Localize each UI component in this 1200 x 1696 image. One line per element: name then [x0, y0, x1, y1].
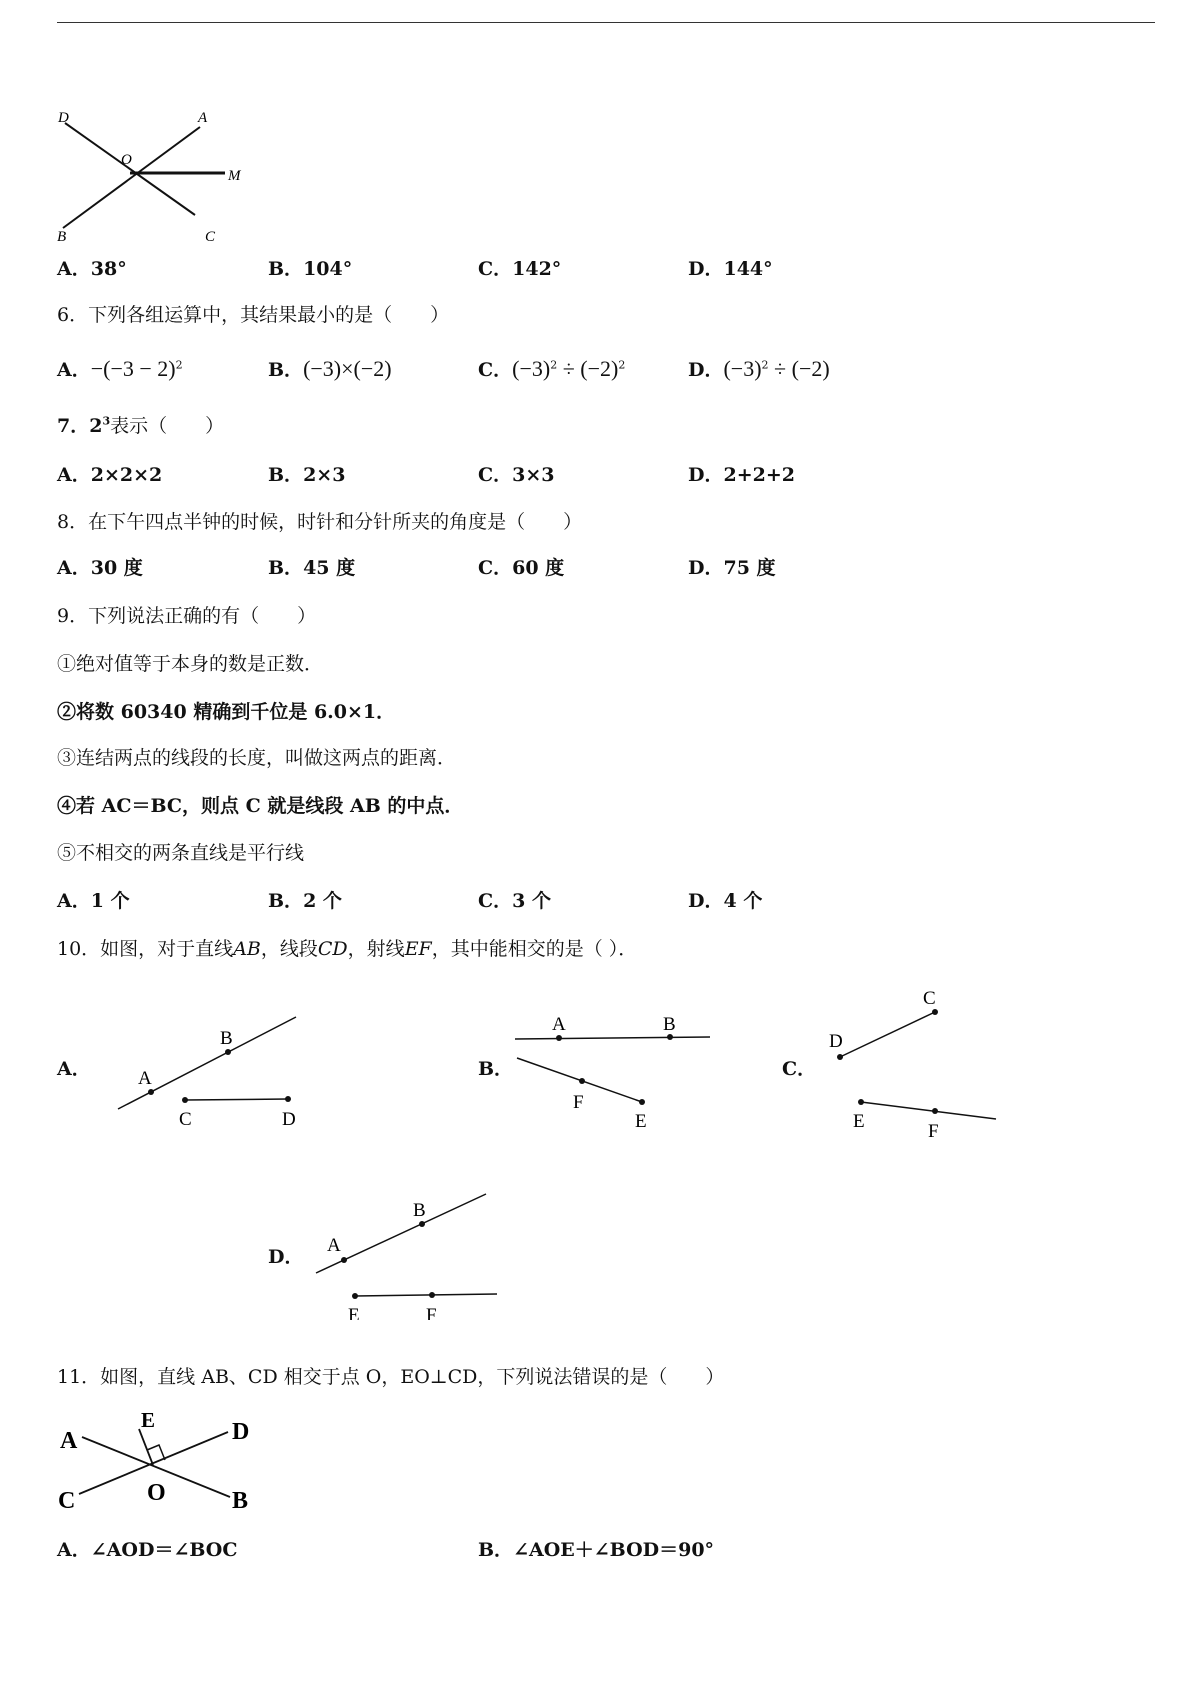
q9-statement-2: ②将数 60340 精确到千位是 6.0×1． [57, 701, 396, 723]
q5-line-ab [63, 127, 200, 228]
q10b-label-b: B [663, 1014, 676, 1035]
q11-label-b: B [232, 1488, 249, 1514]
q9-statement-4: ④若 AC＝BC，则点 C 就是线段 AB 的中点． [57, 795, 464, 817]
q10c-label-c: C [923, 988, 936, 1009]
q10a-point-a [148, 1089, 154, 1095]
q10c-label-f: F [928, 1121, 939, 1140]
q9-statement-1: ①绝对值等于本身的数是正数． [57, 653, 324, 675]
q10-stem: 10．如图，对于直线AB，线段CD，射线EF，其中能相交的是（ ）． [57, 938, 638, 960]
q5-option-b[interactable]: B．104° [268, 258, 353, 280]
q8-option-d[interactable]: D．75 度 [688, 557, 776, 579]
q6-option-d[interactable]: D．$(-3)^2 \div (-2)$ [688, 356, 830, 381]
q10b-label-e: E [635, 1111, 647, 1130]
q6-option-a[interactable]: A．$-(-3 - 2)^2$ [57, 356, 183, 381]
q10b-point-f [579, 1078, 585, 1084]
q9-statement-3: ③连结两点的线段的长度，叫做这两点的距离． [57, 747, 457, 769]
q11-ray-oe [139, 1429, 153, 1465]
q11-label-c: C [58, 1488, 76, 1514]
q10-option-d-label[interactable]: D． [268, 1246, 304, 1268]
q10d-label-b: B [413, 1200, 426, 1221]
q10-figure-a [110, 1010, 310, 1135]
q10c-segment-cd [840, 1012, 935, 1057]
q10a-point-b [225, 1049, 231, 1055]
q10a-label-c: C [179, 1109, 192, 1130]
q10c-point-e [858, 1099, 864, 1105]
q10d-point-e [352, 1293, 358, 1299]
q10a-segment-cd [185, 1099, 288, 1100]
q10a-label-b: B [220, 1028, 233, 1049]
q10d-point-a [341, 1257, 347, 1263]
q9-stem: 9．下列说法正确的有（ ） [57, 605, 317, 627]
q5-option-d[interactable]: D．144° [688, 258, 773, 280]
q11-label-e: E [141, 1408, 156, 1432]
q5-label-c: C [205, 229, 216, 245]
q5-option-a[interactable]: A．38° [57, 258, 127, 280]
q10c-point-f [932, 1108, 938, 1114]
q10b-label-f: F [573, 1092, 584, 1113]
q10b-line-ab [515, 1037, 710, 1039]
q9-option-b[interactable]: B．2 个 [268, 890, 342, 912]
q8-stem: 8．在下午四点半钟的时候，时针和分针所夹的角度是（ ） [57, 511, 583, 533]
q10c-label-d: D [829, 1031, 843, 1052]
q7-option-d[interactable]: D．2+2+2 [688, 464, 795, 486]
q11-option-b[interactable]: B．∠AOE＋∠BOD＝90° [478, 1539, 715, 1561]
q10c-label-e: E [853, 1111, 865, 1132]
q11-stem: 11．如图，直线 AB、CD 相交于点 O，EO⊥CD，下列说法错误的是（ ） [57, 1366, 725, 1388]
q10b-point-e [639, 1099, 645, 1105]
q10c-point-c [932, 1009, 938, 1015]
q10d-point-b [419, 1221, 425, 1227]
q10d-ray-ef [355, 1294, 497, 1296]
q5-label-m: M [228, 168, 241, 184]
q10b-point-a [556, 1035, 562, 1041]
q10-option-c-label[interactable]: C． [782, 1058, 817, 1080]
q6-option-b[interactable]: B．(−3)×(−2) [268, 356, 392, 381]
q10d-point-f [429, 1292, 435, 1298]
q11-option-a[interactable]: A．∠AOD＝∠BOC [57, 1539, 238, 1561]
q10a-point-d [285, 1096, 291, 1102]
q6-stem: 6．下列各组运算中，其结果最小的是（ ） [57, 304, 450, 326]
q5-line-dc [65, 123, 195, 215]
q11-label-o: O [147, 1480, 166, 1506]
q11-figure [55, 1405, 265, 1515]
q10-figure-c [820, 985, 1005, 1140]
q10c-ray-ef [861, 1102, 996, 1119]
q6-option-c[interactable]: C．$(-3)^2 \div (-2)^2$ [478, 356, 626, 381]
q7-option-c[interactable]: C．3×3 [478, 464, 555, 486]
q11-label-a: A [60, 1428, 78, 1454]
q8-option-c[interactable]: C．60 度 [478, 557, 565, 579]
q5-option-c[interactable]: C．142° [478, 258, 562, 280]
q5-label-a: A [198, 110, 208, 126]
q9-statement-5: ⑤不相交的两条直线是平行线 [57, 842, 305, 864]
q10a-line-ab [118, 1017, 296, 1109]
q10d-label-f: F [426, 1305, 437, 1320]
q10c-point-d [837, 1054, 843, 1060]
q5-label-d: D [58, 110, 69, 126]
q10d-label-a: A [327, 1235, 341, 1256]
q7-option-a[interactable]: A．2×2×2 [57, 464, 163, 486]
q7-option-b[interactable]: B．2×3 [268, 464, 346, 486]
q8-option-b[interactable]: B．45 度 [268, 557, 356, 579]
q8-option-a[interactable]: A．30 度 [57, 557, 143, 579]
q10-option-b-label[interactable]: B． [478, 1058, 514, 1080]
q10a-label-d: D [282, 1109, 296, 1130]
q10d-label-e: E [348, 1305, 360, 1320]
q5-figure [55, 110, 255, 245]
q10b-label-a: A [552, 1014, 566, 1035]
q10-figure-b [510, 1010, 720, 1130]
q9-option-c[interactable]: C．3 个 [478, 890, 551, 912]
header-rule [57, 22, 1155, 23]
q9-option-d[interactable]: D．4 个 [688, 890, 763, 912]
q10a-label-a: A [138, 1068, 152, 1089]
q10-figure-d [310, 1185, 510, 1320]
q5-label-b: B [57, 229, 67, 245]
q5-label-o: O [121, 152, 132, 168]
q9-option-a[interactable]: A．1 个 [57, 890, 130, 912]
q10a-point-c [182, 1097, 188, 1103]
q7-stem: 7．$2^3$表示（ ） [57, 414, 225, 437]
q11-label-d: D [232, 1419, 250, 1445]
q10-option-a-label[interactable]: A． [57, 1058, 91, 1080]
